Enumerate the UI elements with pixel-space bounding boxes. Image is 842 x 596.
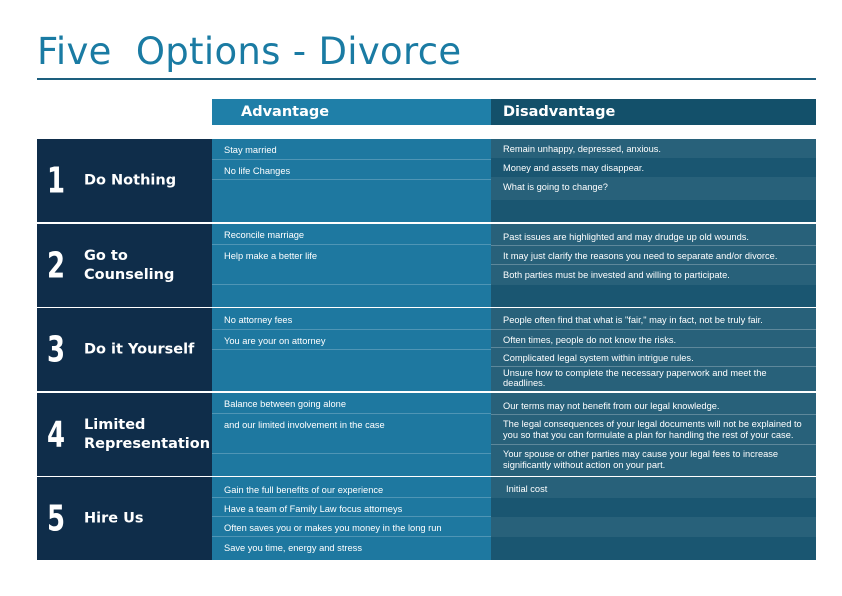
advantage-item: [212, 180, 491, 222]
disadvantage-item: Both parties must be invested and willing to participate.: [491, 265, 816, 285]
advantage-header: Advantage: [212, 99, 491, 125]
advantage-item: [212, 454, 491, 476]
option-number: 1: [47, 160, 66, 201]
advantage-item: Balance between going alone: [212, 393, 491, 414]
option-limited-representation: [37, 393, 816, 476]
disadvantage-item: People often find that what is "fair," may in fact, not be truly fair.: [491, 308, 816, 330]
disadvantage-item: Your spouse or other parties may cause your legal fees to increase significantly without action on your part.: [491, 445, 816, 476]
advantage-item: No life Changes: [212, 160, 491, 180]
disadvantage-item: Complicated legal system within intrigue rules.: [491, 348, 816, 367]
option-title: Go to Counseling: [84, 247, 175, 283]
advantage-item: Help make a better life: [212, 245, 491, 285]
advantage-item: Have a team of Family Law focus attorneys: [212, 498, 491, 517]
option-number: 3: [47, 329, 66, 370]
disadvantage-item: It may just clarify the reasons you need to separate and/or divorce.: [491, 246, 816, 265]
option-label: [37, 224, 212, 307]
disadvantages-cell: [491, 224, 816, 307]
option-do-nothing: [37, 139, 816, 222]
disadvantage-item: [491, 285, 816, 307]
disadvantage-item: Unsure how to complete the necessary paperwork and meet the deadlines.: [491, 367, 816, 391]
option-title: Do Nothing: [84, 172, 177, 188]
advantages-cell: [212, 308, 491, 391]
advantage-item: Gain the full benefits of our experience: [212, 477, 491, 498]
advantage-item: [212, 350, 491, 391]
option-label: [37, 308, 212, 391]
option-number: 2: [47, 245, 66, 286]
advantage-item: Save you time, energy and stress: [224, 543, 362, 553]
disadvantage-item: What is going to change?: [491, 177, 816, 200]
disadvantages-cell: [491, 139, 816, 222]
option-label: [37, 139, 212, 222]
disadvantage-item: [491, 200, 816, 222]
advantage-item: Often saves you or makes you money in the long run: [212, 517, 491, 537]
option-go-to-counseling: [37, 224, 816, 307]
disadvantage-item: Our terms may not benefit from our legal knowledge.: [491, 393, 816, 415]
advantage-item: Stay married: [212, 139, 491, 160]
option-label: [37, 393, 212, 476]
option-title: Limited Representation: [84, 416, 211, 452]
option-title: Do it Yourself: [84, 341, 195, 357]
disadvantage-item: Money and assets may disappear.: [491, 158, 816, 177]
option-number: 4: [47, 414, 66, 455]
disadvantage-item: Past issues are highlighted and may drudge up old wounds.: [491, 224, 816, 246]
disadvantage-item: [491, 498, 816, 517]
page-title: Five Options - Divorce: [37, 30, 462, 73]
disadvantages-cell: [491, 477, 816, 560]
disadvantage-item: [491, 517, 816, 537]
advantages-cell: [212, 393, 491, 476]
disadvantage-item: Initial cost: [491, 477, 816, 498]
option-do-it-yourself: [37, 308, 816, 391]
disadvantage-item: [491, 537, 816, 560]
disadvantages-cell: [491, 393, 816, 476]
advantages-cell: [212, 477, 491, 560]
title-divider: [37, 78, 816, 80]
disadvantage-item: Remain unhappy, depressed, anxious.: [491, 139, 816, 158]
option-number: 5: [47, 498, 66, 539]
advantage-item: and our limited involvement in the case: [212, 414, 491, 454]
disadvantages-cell: [491, 308, 816, 391]
option-hire-us: [37, 477, 816, 560]
advantage-item: [212, 285, 491, 307]
advantage-item: Reconcile marriage: [212, 224, 491, 245]
disadvantage-item: The legal consequences of your legal documents will not be explained to you so that you can formulate a plan for handling the rest of your case.: [491, 415, 816, 445]
disadvantage-item: Often times, people do not know the risks.: [491, 330, 816, 348]
option-label: [37, 477, 212, 560]
advantage-item: No attorney fees: [212, 308, 491, 330]
advantages-cell: [212, 224, 491, 307]
advantages-cell: [212, 139, 491, 222]
option-title: Hire Us: [84, 510, 144, 526]
advantage-item: You are your on attorney: [212, 330, 491, 350]
disadvantage-header: Disadvantage: [491, 99, 816, 125]
